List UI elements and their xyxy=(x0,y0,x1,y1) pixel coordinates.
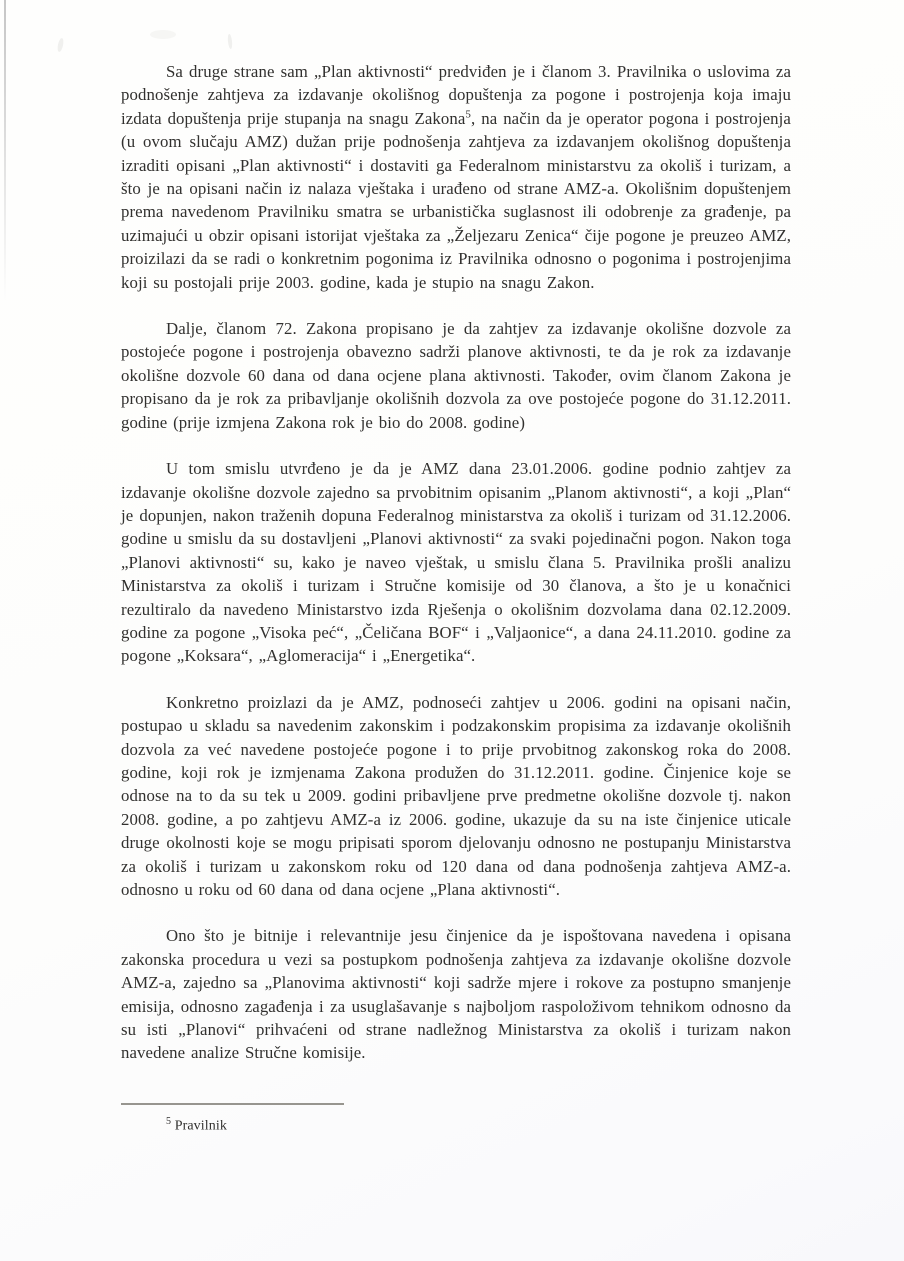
paragraph-2: Dalje, članom 72. Zakona propisano je da zahtjev za izdavanje okolišne dozvole za postojeće pogone i postrojenja obavezno sadrži planove aktivnosti, te da je rok za izdavanje okolišne dozvole 60 dana od dana ocjene plana aktivnosti. Također, ovim članom Zakona je propisano da je rok za pribavljanje okolišnih dozvola za ove postojeće pogone do 31.12.2011. godine (prije izmjena Zakona rok je bio do 2008. godine) xyxy=(121,319,791,432)
scan-edge-line xyxy=(4,0,6,300)
scan-smudge xyxy=(150,30,176,39)
document-body xyxy=(121,60,791,1159)
paragraph-5: Ono što je bitnije i relevantnije jesu činjenice da je ispoštovana navedena i opisana zakonska procedura u vezi sa postupkom podnošenja zahtjeva za izdavanje okolišne dozvole AMZ-a, zajedno sa „Planovima aktivnosti“ koji sadrže mjere i rokove za postupno smanjenje emisija, odnosno zagađenja i za usuglašavanje s najboljom raspoloživom tehnikom odnosno da su isti „Planovi“ prihvaćeni od strane nadležnog Ministarstva za okoliš i turizam nakon navedene analize Stručne komisije. xyxy=(121,926,791,1063)
footnote-separator-rule xyxy=(121,1103,344,1105)
paragraph-3: U tom smislu utvrđeno je da je AMZ dana 23.01.2006. godine podnio zahtjev za izdavanje okolišne dozvole zajedno sa prvobitnim opisanim „Planom aktivnosti“, a koji „Plan“ je dopunjen, nakon traženih dopuna Federalnog ministarstva za okoliš i turizam od 31.12.2006. godine u smislu da su dostavljeni „Planovi aktivnosti“ za svaki pojedinačni pogon. Nakon toga „Planovi aktivnosti“ su, kako je naveo vještak, u smislu člana 5. Pravilnika prošli analizu Ministarstva za okoliš i turizam i Stručne komisije od 30 članova, a što je u konačnici rezultiralo da navedeno Ministarstvo izda Rješenja o okolišnim dozvolama dana 02.12.2009. godine za pogone „Visoka peć“, „Čeličana BOF“ i „Valjaonice“, a dana 24.11.2010. godine za pogone „Koksara“, „Aglomeracija“ i „Energetika“. xyxy=(121,459,791,666)
paragraph-1 xyxy=(121,60,791,294)
footnote-marker: 5 xyxy=(166,1115,172,1127)
scan-smudge xyxy=(227,34,233,49)
footnote-area xyxy=(121,1103,791,1136)
paragraph-1-text-after-footnote-ref: , na način da je operator pogona i postrojenja (u ovom slučaju AMZ) dužan prije podnošenja zahtjeva za izdavanjem okolišnog dopuštenja izraditi opisani „Plan aktivnosti“ i dostaviti ga Federalnom ministarstvu za okoliš i turizam, a što je na opisani način iz nalaza vještaka i urađeno od strane AMZ-a. Okolišnim dopuštenjem prema navedenom Pravilniku smatra se urbanistička suglasnost ili odobrenje za građenje, pa uzimajući u obzir opisani istorijat vještaka za „Željezaru Zenica“ čije pogone je preuzeo AMZ, proizilazi da se radi o konkretnim pogonima iz Pravilnika odnosno o pogonima i postrojenjima koji su postojali prije 2003. godine, kada je stupio na snagu Zakon. xyxy=(121,108,791,292)
paragraph-1-text-before-footnote-ref: Sa druge strane sam „Plan aktivnosti“ predviđen je i članom 3. Pravilnika o uslovima za podnošenje zahtjeva za izdavanje okolišnog dopuštenja za pogone i postrojenja koja imaju izdata dopuštenja prije stupanja na snagu Zakona xyxy=(121,62,791,128)
footnote-reference-5: 5 xyxy=(465,108,472,121)
footnote xyxy=(121,1113,791,1136)
footnote-text: Pravilnik xyxy=(174,1118,227,1134)
paragraph-4: Konkretno proizlazi da je AMZ, podnoseći zahtjev u 2006. godini na opisani način, postupao u skladu sa navedenim zakonskim i podzakonskim propisima za izdavanje okolišnih dozvola za već navedene postojeće pogone i to prije prvobitnog zakonskog roka do 2008. godine, koji rok je izmjenama Zakona produžen do 31.12.2011. godine. Činjenice koje se odnose na to da su tek u 2009. godini pribavljene prve predmetne okolišne dozvole tj. nakon 2008. godine, a po zahtjevu AMZ-a iz 2006. godine, ukazuje da su na iste činjenice uticale druge okolnosti koje se mogu pripisati sporom djelovanju odnosno ne postupanju Ministarstva za okoliš i turizam u zakonskom roku od 120 dana od dana podnošenja zahtjeva AMZ-a. odnosno u roku od 60 dana od dana ocjene „Plana aktivnosti“. xyxy=(121,692,791,899)
scan-smudge xyxy=(57,38,65,53)
